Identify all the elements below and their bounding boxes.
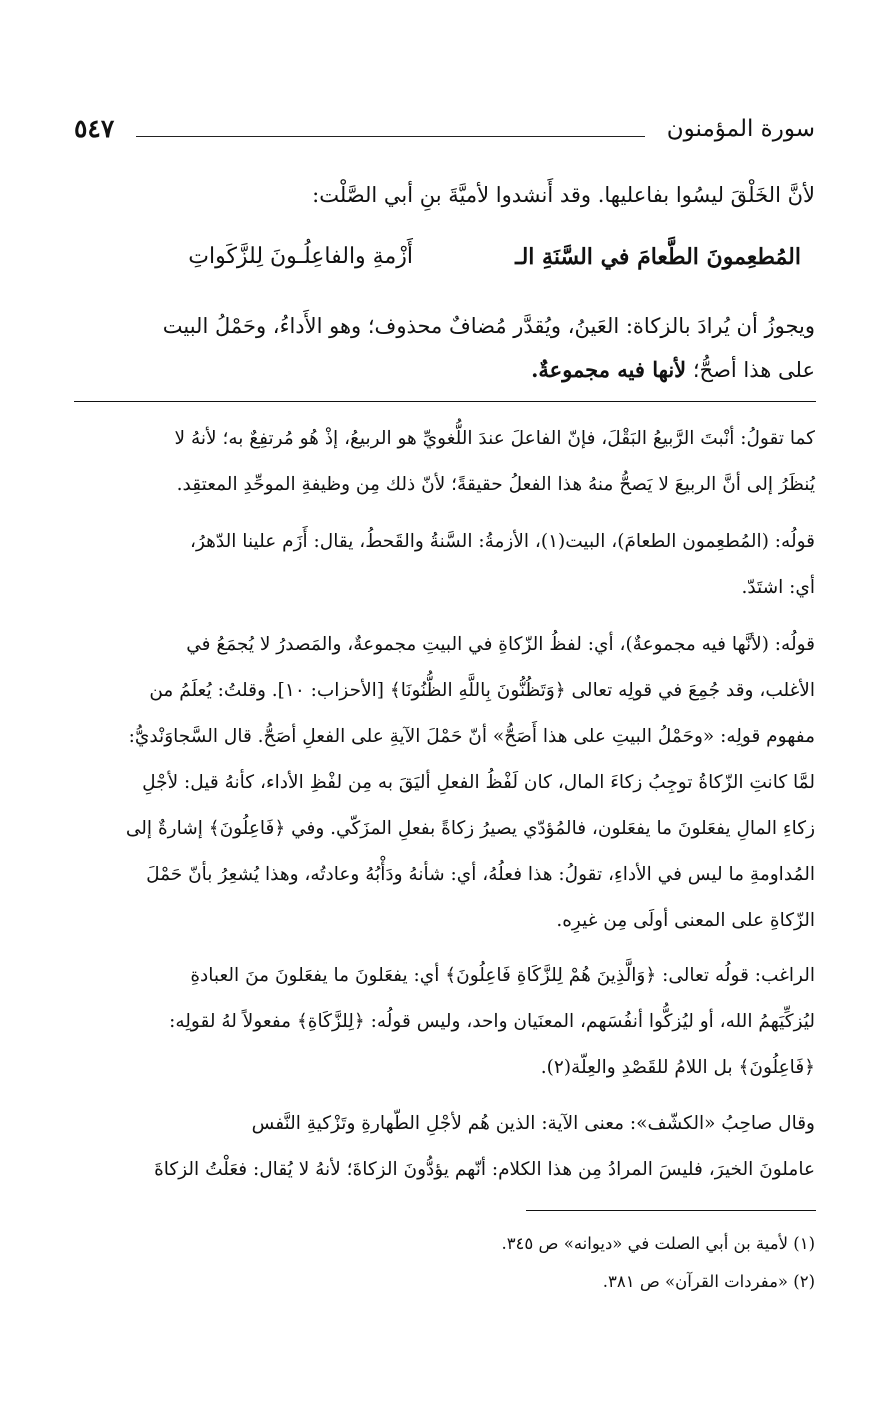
commentary-line: مفهوم قولِه: «وحَمْلُ البيتِ على هذا أَصَحُّ» أنّ حَمْلَ الآيةِ على الفعلِ أصَحُّ. قال السَّجاوَنْديُّ: xyxy=(128,726,815,747)
main-para-2-bold: لأنها فيه مجموعةٌ. xyxy=(531,357,687,382)
main-para-2-text: على هذا أصحُّ؛ xyxy=(686,358,815,382)
commentary-line: المُداومةِ ما ليس في الأداءِ، تقولُ: هذا فعلُهُ، أي: شأنهُ ودَأْبُهُ وعادتُه، وهذا يُشعِرُ بأنّ حَمْلَ xyxy=(146,864,815,885)
commentary-line: ﴿فَاعِلُونَ﴾ بل اللامُ للقَصْدِ والعِلّة(٢). xyxy=(540,1057,815,1078)
commentary-line: يُنظَرُ إلى أنَّ الربيعَ لا يَصحُّ منهُ هذا الفعلُ حقيقةً؛ لأنّ ذلك مِن وظيفةِ الموحِّدِ المعتقِد. xyxy=(176,474,815,495)
page-header xyxy=(74,112,815,148)
commentary-line: لمَّا كانتِ الزّكاةُ توجِبُ زكاءَ المال، كان لَفْظُ الفعلِ أليَقَ به مِن لفْظِ الأداء، كأنهُ قيل: لأجْلِ xyxy=(142,772,815,793)
commentary-line: عاملونَ الخيرَ، فليسَ المرادُ مِن هذا الكلام: أنّهم يؤدُّونَ الزكاةَ؛ لأنهُ لا يُقال: فعَلْتُ الزكاةَ xyxy=(154,1159,815,1180)
commentary-line: وقال صاحِبُ «الكشّف»: معنى الآية: الذين هُم لأجْلِ الطّهارةِ وتَزْكيةِ النَّفس xyxy=(251,1113,815,1134)
text-commentary-divider xyxy=(74,401,816,402)
surah-title: سورة المؤمنون xyxy=(666,116,815,142)
commentary-line: الأغلب، وقد جُمِعَ في قولِه تعالى ﴿وَتَظُنُّونَ بِاللَّهِ الظُّنُونَا﴾ [الأحزاب: ١٠]. وقلتُ: يُعلَمُ من xyxy=(149,680,815,701)
commentary-line: قولُه: (لأنَّها فيه مجموعةٌ)، أي: لفظُ الزّكاةِ في البيتِ مجموعةٌ، والمَصدرُ لا يُجمَعُ في xyxy=(186,634,815,655)
commentary-line: كما تقولُ: أنْبتَ الرَّبيعُ البَقْلَ، فإنّ الفاعلَ عندَ اللُّغويِّ هو الربيعُ، إذْ هُو مُرتفِعٌ به؛ لأنهُ لا xyxy=(174,428,815,449)
commentary-line: الزّكاةِ على المعنى أولَى مِن غيرِه. xyxy=(556,910,815,931)
footnote-1: (١) لأمية بن أبي الصلت في «ديوانه» ص ٣٤٥. xyxy=(501,1234,815,1253)
verse-hemistich-right: المُطعِمونَ الطَّعامَ في السَّنَةِ الـ xyxy=(515,244,801,270)
commentary-line: قولُه: (المُطعِمون الطعامَ)، البيت(١)، الأزمةُ: السَّنةُ والقَحطُ، يقال: أَزَم علينا الدّهرُ، xyxy=(190,531,815,552)
commentary-line: أي: اشتَدّ. xyxy=(741,577,815,598)
footnote-divider xyxy=(526,1210,816,1211)
commentary-line: زكاءِ المالِ يفعَلونَ ما يفعَلون، فالمُؤدّي يصيرُ زكاةً بفعلِ المزَكّي. وفي ﴿فَاعِلُونَ﴾ إشارةٌ إلى xyxy=(125,818,815,839)
main-para-2-line-2 xyxy=(531,355,815,385)
commentary-line: ليُزكِّيَهمُ الله، أو ليُزكُّوا أنفُسَهم، المعنَيان واحد، وليس قولُه: ﴿لِلزَّكَاةِ﴾ مفعولاً لهُ لقولِه: xyxy=(169,1011,815,1032)
verse-hemistich-left: أَزْمةِ والفاعِلُـونَ لِلزَّكَواتِ xyxy=(188,244,413,269)
commentary-line: الراغب: قولُه تعالى: ﴿وَالَّذِينَ هُمْ لِلزَّكَاةِ فَاعِلُونَ﴾ أي: يفعَلونَ ما يفعَلونَ منَ العبادةِ xyxy=(190,965,815,986)
page-number: ٥٤٧ xyxy=(74,114,115,143)
main-para-1: لأنَّ الخَلْقَ ليسُوا بفاعليها. وقد أَنشدوا لأميَّةَ بنِ أبي الصَّلْت: xyxy=(312,183,815,207)
main-para-2-line-1: ويجوزُ أن يُرادَ بالزكاة: العَينُ، ويُقدَّر مُضافٌ محذوف؛ وهو الأَداءُ، وحَمْلُ البيت xyxy=(162,314,815,338)
header-rule xyxy=(136,136,645,137)
footnote-2: (٢) «مفردات القرآن» ص ٣٨١. xyxy=(602,1272,815,1291)
